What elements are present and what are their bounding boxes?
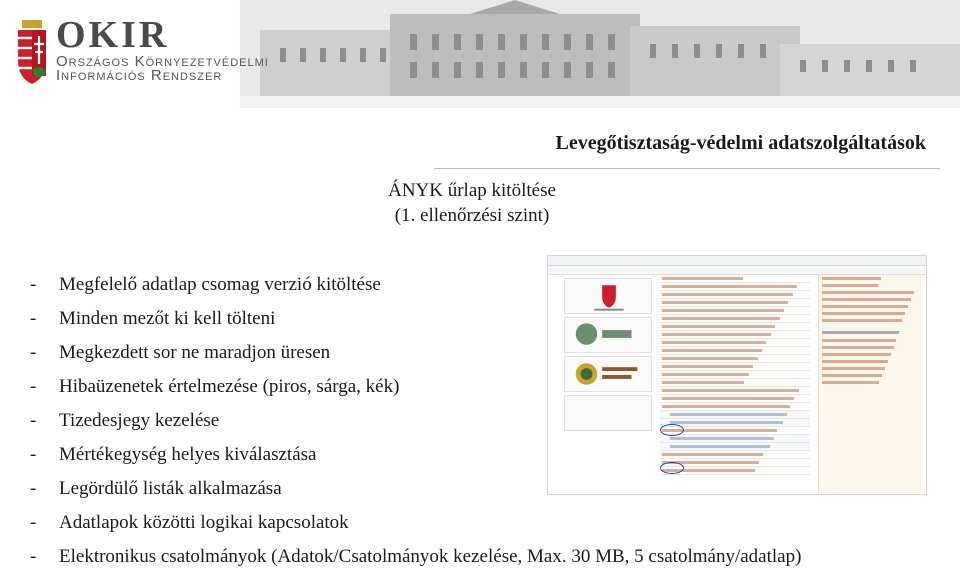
text-placeholder [662,373,749,376]
list-item [660,403,810,411]
text-placeholder [822,346,894,349]
text-placeholder [822,353,891,356]
text-placeholder [662,365,753,368]
list-item [819,372,923,379]
list-item-text: Adatlapok közötti logikai kapcsolatok [59,512,349,533]
bullet-dash: - [30,410,37,431]
text-placeholder [822,360,888,363]
text-placeholder [822,305,908,308]
list-item [819,310,923,317]
list-item [660,443,810,451]
sidebar-heading [819,324,923,337]
list-item [819,282,923,289]
list-item [660,291,810,299]
text-placeholder [662,325,775,328]
list-item [660,307,810,315]
list-item [30,544,930,578]
list-item [660,371,810,379]
list-item [819,303,923,310]
list-item-text: Legördülő listák alkalmazása [59,478,282,499]
list-item [660,323,810,331]
list-item-text: Mértékegység helyes kiválasztása [59,444,317,465]
ministry-logo-image [564,278,652,314]
section-title: Levegőtisztaság-védelmi adatszolgáltatások [555,132,926,154]
list-item [819,351,923,358]
text-placeholder [822,277,881,280]
list-item [819,344,923,351]
highlight-circle [660,424,684,436]
partner-logo-image [564,395,652,431]
list-item-text: Hibaüzenetek értelmezése (piros, sárga, kék) [59,376,400,397]
list-item [819,358,923,365]
highlight-circle [660,462,684,474]
list-item [819,379,923,386]
text-placeholder [662,317,780,320]
logo-text: OKIR [56,14,170,56]
bullet-dash: - [30,376,37,397]
list-item-text: Tizedesjegy kezelése [59,410,220,431]
list-item [819,289,923,296]
text-placeholder [822,374,882,377]
divider [434,168,940,169]
hungarian-coat-of-arms-icon [14,20,50,86]
text-placeholder [822,367,885,370]
list-item [660,275,810,283]
text-placeholder [822,312,905,315]
text-placeholder [662,357,758,360]
text-placeholder [662,309,784,312]
text-placeholder [822,284,878,287]
embedded-website-screenshot [547,255,927,495]
list-item [819,365,923,372]
text-placeholder [662,397,794,400]
text-placeholder [670,421,783,424]
oktf-logo-image [564,317,652,353]
list-item [660,315,810,323]
slide-title-line2: (1. ellenőrzési szint) [394,205,550,226]
bullet-dash: - [30,274,37,295]
bullet-dash: - [30,444,37,465]
screenshot-link-list [660,275,810,493]
text-placeholder [662,293,793,296]
browser-address-bar [548,256,926,266]
list-item [819,296,923,303]
list-item [30,510,930,544]
text-placeholder [670,413,787,416]
list-item-text: Minden mezőt ki kell tölteni [59,308,276,329]
text-placeholder [822,298,911,301]
text-placeholder [662,341,766,344]
browser-bookmarks-bar [548,266,926,275]
text-placeholder [670,437,774,440]
slide-title-line1: ÁNYK űrlap kitöltése [388,180,556,201]
list-item [660,355,810,363]
text-placeholder [662,405,790,408]
list-item [660,363,810,371]
list-item [660,435,810,443]
text-placeholder [822,331,899,334]
text-placeholder [662,301,788,304]
bullet-dash: - [30,342,37,363]
text-placeholder [662,277,743,280]
text-placeholder [822,319,902,322]
text-placeholder [822,291,914,294]
text-placeholder [662,389,799,392]
list-item [660,331,810,339]
screenshot-right-sidebar [818,275,923,493]
list-item [660,379,810,387]
text-placeholder [662,285,797,288]
slide-title [340,178,604,228]
org-name-line1: Országos Környezetvédelmi [56,53,269,70]
text-placeholder [662,453,763,456]
list-item [660,347,810,355]
list-item [819,317,923,324]
list-item [660,299,810,307]
list-item [660,339,810,347]
list-item-text: Megfelelő adatlap csomag verzió kitöltése [59,274,381,295]
text-placeholder [662,381,744,384]
header-banner [0,0,960,108]
list-item [819,337,923,344]
list-item [660,395,810,403]
list-item [660,283,810,291]
text-placeholder [670,445,770,448]
list-item-text: Megkezdett sor ne maradjon üresen [59,342,331,363]
bullet-dash: - [30,546,37,567]
authority-logo-image [564,356,652,392]
bullet-dash: - [30,308,37,329]
bullet-dash: - [30,478,37,499]
org-name-line2: Információs Rendszer [56,67,223,84]
text-placeholder [822,339,896,342]
list-item [819,275,923,282]
list-item [660,411,810,419]
text-placeholder [662,333,771,336]
screenshot-left-column [562,275,654,493]
list-item-text: Elektronikus csatolmányok (Adatok/Csatolmányok kezelése, Max. 30 MB, 5 csatolmány/adatlap) [59,546,802,567]
list-item [660,419,810,427]
list-item [660,387,810,395]
text-placeholder [822,381,879,384]
parliament-building-image [240,0,960,108]
bullet-dash: - [30,512,37,533]
text-placeholder [662,349,762,352]
list-item [660,451,810,459]
